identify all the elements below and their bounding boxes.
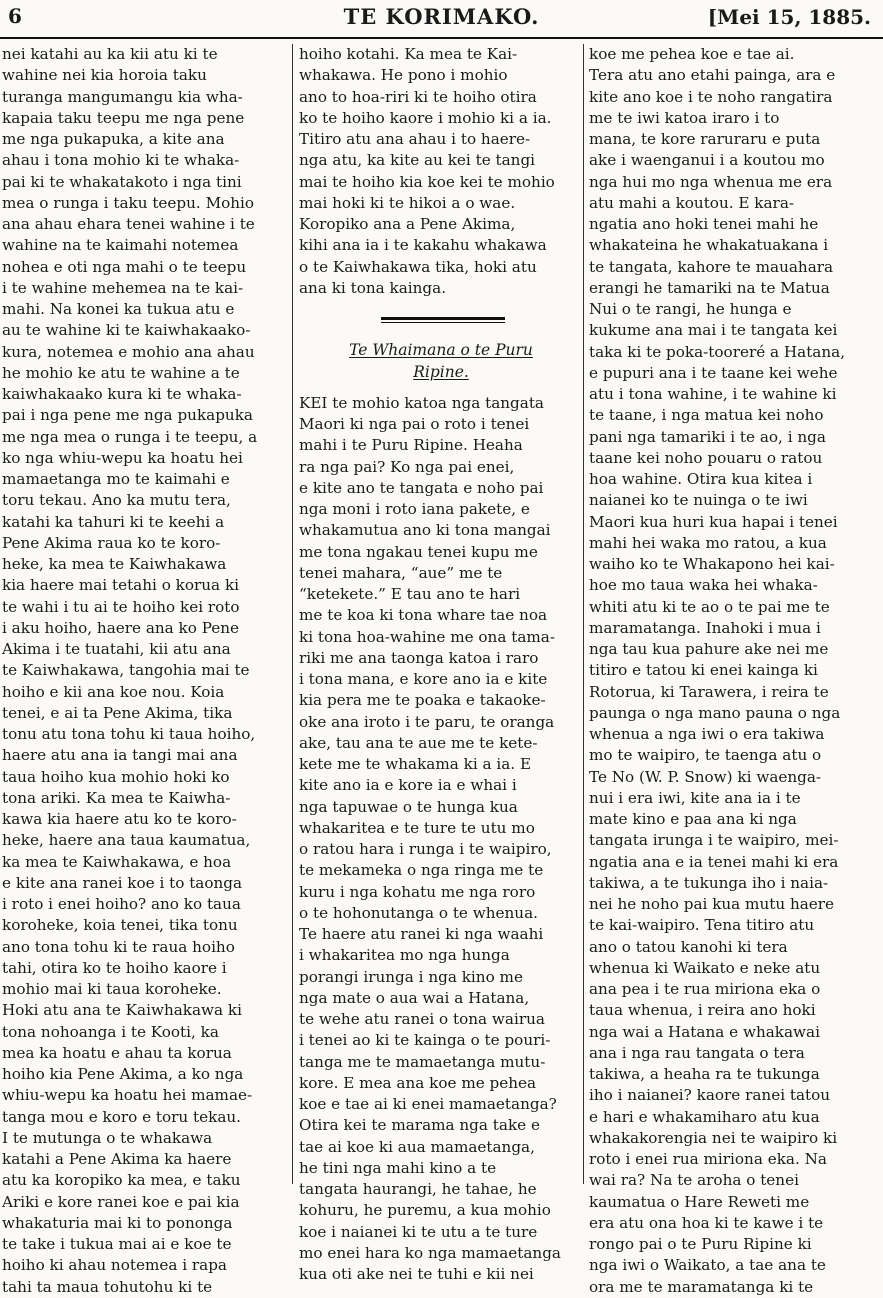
- text-line: ano o tatou kanohi ki tera: [589, 937, 788, 956]
- text-line: ko nga whiu-wepu ka hoatu hei: [2, 448, 243, 467]
- text-line: ano to hoa-riri ki te hoiho otira: [299, 87, 537, 106]
- text-line: ka mea te Kaiwhakawa, e hoa: [2, 852, 232, 871]
- text-line: i roto i enei hoiho? ano ko taua: [2, 895, 241, 913]
- text-line: e kite ana ranei koe i to taonga: [2, 873, 243, 892]
- text-line: te wehe atu ranei o tona wairua: [299, 1010, 545, 1028]
- text-line: te Kaiwhakawa, tangohia mai te: [2, 661, 250, 680]
- text-line: erangi he tamariki na te Matua: [589, 278, 830, 297]
- text-line: Maori ki nga pai o roto i tenei: [299, 415, 530, 433]
- text-line: tenei mahara, “aue” me te: [299, 563, 503, 582]
- text-line: he tini nga mahi kino a te: [299, 1158, 497, 1177]
- text-line: kuru i nga kohatu me nga roro: [299, 882, 536, 901]
- text-line: whiti atu ki te ao o te pai me te: [589, 597, 830, 616]
- text-line: kukume ana mai i te tangata kei: [589, 321, 838, 340]
- text-line: o ratou hara i runga i te waipiro,: [299, 840, 552, 858]
- text-line: Maori kua huri kua hapai i tenei: [589, 512, 838, 531]
- text-line: roto i enei rua miriona eka. Na: [589, 1150, 827, 1168]
- text-line: whakaturia mai ki to pononga: [2, 1213, 233, 1232]
- text-line: Titiro atu ana ahau i to haere-: [299, 130, 531, 148]
- text-line: ngatia ana e ia tenei mahi ki era: [589, 852, 839, 871]
- article-body: [299, 393, 583, 1286]
- text-line: ano tona tohu ki te raua hoiho: [2, 937, 235, 956]
- text-line: Otira kei te marama nga take e: [299, 1116, 540, 1135]
- text-line: nga mate o aua wai a Hatana,: [299, 988, 530, 1007]
- text-line: me nga mea o runga i te teepu, a: [2, 427, 258, 446]
- text-line: nei katahi au ka kii atu ki te: [2, 45, 218, 63]
- text-line: nei he noho pai kua mutu haere: [589, 895, 835, 913]
- text-line: i whakaritea mo nga hunga: [299, 946, 510, 965]
- text-line: nga iwi o Waikato, a tae ana te: [589, 1256, 826, 1275]
- text-line: te wahi i tu ai te hoiho kei roto: [2, 597, 240, 616]
- text-line: kohuru, he puremu, a kua mohio: [299, 1201, 551, 1220]
- text-line: oke ana iroto i te paru, te oranga: [299, 712, 555, 731]
- text-line: nga atu, ka kite au kei te tangi: [299, 151, 536, 170]
- text-line: i tona mana, e kore ano ia e kite: [299, 670, 548, 688]
- text-line: te take i tukua mai ai e koe te: [2, 1235, 232, 1253]
- column-2-continuation: [299, 44, 583, 299]
- text-line: tanga mou e koro e toru tekau.: [2, 1107, 241, 1126]
- text-line: te kai-waipiro. Tena titiro atu: [589, 916, 815, 935]
- section-title: Te Whaimana o te Puru: [349, 341, 533, 360]
- text-line: waiho ko te Whakapono hei kai-: [589, 555, 835, 573]
- text-line: I te mutunga o te whakawa: [2, 1128, 213, 1147]
- page-header: [8, 4, 875, 34]
- text-line: kura, notemea e mohio ana ahau: [2, 342, 255, 361]
- text-line: mo te waipiro, te taenga atu o: [589, 746, 822, 765]
- page-number: 6: [8, 4, 22, 28]
- text-line: ana i nga rau tangata o tera: [589, 1043, 805, 1062]
- text-line: mea ka hoatu e ahau ta korua: [2, 1043, 232, 1062]
- column-3: [589, 44, 873, 1296]
- text-line: wahine na te kaimahi notemea: [2, 236, 239, 255]
- text-line: te mekameka o nga ringa me te: [299, 861, 544, 880]
- column-2: [299, 44, 583, 1283]
- text-line: katahi ka tahuri ki te keehi a: [2, 512, 225, 531]
- text-line: mea o runga i taku teepu. Mohio: [2, 193, 255, 212]
- issue-date: [Mei 15, 1885.: [707, 5, 871, 29]
- text-line: era atu ona hoa ki te kawe i te: [589, 1213, 824, 1232]
- text-line: “ketekete.” E tau ano te hari: [299, 585, 521, 603]
- text-line: whakateina he whakatuakana i: [589, 236, 829, 255]
- text-line: te tangata, kahore te mauahara: [589, 257, 834, 276]
- text-line: whenua ki Waikato e neke atu: [589, 958, 821, 977]
- text-line: tonu atu tona tohu ki taua hoiho,: [2, 725, 256, 743]
- text-line: tanga me te mamaetanga mutu-: [299, 1052, 546, 1071]
- text-line: o te Kaiwhakawa tika, hoki atu: [299, 257, 537, 276]
- text-line: hoa wahine. Otira kua kitea i: [589, 470, 813, 488]
- text-line: wai ra? Na te aroha o tenei: [589, 1171, 799, 1190]
- text-line: taka ki te poka-tooreré a Hatana,: [589, 342, 846, 361]
- text-line: Koropiko ana a Pene Akima,: [299, 215, 516, 233]
- text-line: mo enei hara ko nga mamaetanga: [299, 1243, 561, 1262]
- text-line: mohio mai ki taua koroheke.: [2, 980, 222, 998]
- text-line: kihi ana ia i te kakahu whakawa: [299, 236, 547, 255]
- text-line: ake i waenganui i a koutou mo: [589, 151, 825, 170]
- text-line: me tona ngakau tenei kupu me: [299, 542, 538, 561]
- text-line: takiwa, a te tukunga iho i naia-: [589, 873, 829, 892]
- text-line: kite ano koe i te noho rangatira: [589, 87, 833, 106]
- text-line: whakakorengia nei te waipiro ki: [589, 1128, 838, 1147]
- text-line: paunga o nga mano pauna o nga: [589, 703, 841, 722]
- text-line: ko te hoiho kaore i mohio ki a ia.: [299, 108, 552, 127]
- text-line: pai ki te whakatakoto i nga tini: [2, 172, 242, 191]
- text-line: Hoki atu ana te Kaiwhakawa ki: [2, 1001, 242, 1020]
- text-line: toru tekau. Ano ka mutu tera,: [2, 491, 231, 510]
- text-line: ake, tau ana te aue me te kete-: [299, 733, 538, 752]
- text-line: atu mahi a koutou. E kara-: [589, 193, 795, 212]
- text-line: rongo pai o te Puru Ripine ki: [589, 1235, 812, 1253]
- text-line: mamaetanga mo te kaimahi e: [2, 470, 230, 488]
- text-line: Rotorua, ki Tarawera, i reira te: [589, 682, 829, 701]
- text-line: nga tapuwae o te hunga kua: [299, 797, 518, 816]
- text-line: atu ka koropiko ka mea, e taku: [2, 1171, 241, 1190]
- section-title-cont: Ripine.: [413, 362, 469, 381]
- text-line: turanga mangumangu kia wha-: [2, 87, 243, 106]
- text-line: hoiho kotahi. Ka mea te Kai-: [299, 45, 518, 63]
- text-line: kawa kia haere atu ko te koro-: [2, 810, 237, 828]
- text-line: hoiho e kii ana koe nou. Koia: [2, 682, 225, 701]
- text-line: hoe mo taua waka hei whaka-: [589, 576, 818, 595]
- text-line: kaumatua o Hare Reweti me: [589, 1192, 810, 1211]
- text-line: Ariki e kore ranei koe e pai kia: [2, 1192, 240, 1211]
- text-line: koe i naianei ki te utu a te ture: [299, 1222, 538, 1241]
- text-line: ana ki tona kainga.: [299, 278, 447, 297]
- text-line: kapaia taku teepu me nga pene: [2, 108, 245, 127]
- text-line: kia haere mai tetahi o korua ki: [2, 576, 240, 595]
- text-line: ra nga pai? Ko nga pai enei,: [299, 457, 515, 476]
- text-line: Akima i te tuatahi, kii atu ana: [2, 640, 231, 658]
- text-line: ana ahau ehara tenei wahine i te: [2, 215, 255, 233]
- text-line: Pene Akima raua ko te koro-: [2, 533, 221, 552]
- text-line: ki tona hoa-wahine me ona tama-: [299, 627, 555, 646]
- text-line: hoiho kia Pene Akima, a ko nga: [2, 1065, 244, 1083]
- text-line: tona nohoanga i te Kooti, ka: [2, 1022, 219, 1041]
- text-line: pai i nga pene me nga pukapuka: [2, 406, 253, 425]
- text-line: i te wahine mehemea na te kai-: [2, 278, 244, 297]
- text-line: heke, haere ana taua kaumatua,: [2, 831, 251, 850]
- text-line: taua hoiho kua mohio hoki ko: [2, 767, 230, 786]
- text-line: heke, ka mea te Kaiwhakawa: [2, 555, 227, 573]
- text-line: ahau i tona mohio ki te whaka-: [2, 151, 240, 170]
- text-line: mahi i te Puru Ripine. Heaha: [299, 436, 523, 455]
- text-line: whenua a nga iwi o era takiwa: [589, 725, 825, 743]
- text-line: te taane, i nga matua kei noho: [589, 406, 824, 425]
- text-line: mai te hoiho kia koe kei te mohio: [299, 172, 555, 191]
- text-line: wahine nei kia horoia taku: [2, 66, 207, 85]
- text-line: kaiwhakaako kura ki te whaka-: [2, 385, 242, 403]
- text-line: e kite ano te tangata e noho pai: [299, 478, 544, 497]
- text-line: me te koa ki tona whare tae noa: [299, 606, 548, 625]
- text-line: atu i tona wahine, i te wahine ki: [589, 385, 837, 403]
- text-line: o te hohonutanga o te whenua.: [299, 903, 538, 922]
- text-line: maramatanga. Inahoki i mua i: [589, 618, 821, 637]
- text-line: mahi hei waka mo ratou, a kua: [589, 533, 827, 552]
- text-line: kia pera me te poaka e takaoke-: [299, 691, 546, 710]
- text-line: tangata haurangi, he tahae, he: [299, 1180, 537, 1198]
- text-line: nui i era iwi, kite ana ia i te: [589, 788, 801, 807]
- text-line: tenei, e ai ta Pene Akima, tika: [2, 703, 233, 722]
- text-line: i tenei ao ki te kainga o te pouri-: [299, 1031, 551, 1050]
- header-rule: [0, 37, 883, 39]
- text-line: whakawa. He pono i mohio: [299, 66, 508, 85]
- text-line: whiu-wepu ka hoatu hei mamae-: [2, 1086, 253, 1105]
- text-line: whakaritea e te ture te utu mo: [299, 818, 535, 837]
- text-line: KEI te mohio katoa nga tangata: [299, 393, 544, 412]
- text-line: koe e tae ai ki enei mamaetanga?: [299, 1095, 557, 1113]
- text-line: haere atu ana ia tangi mai ana: [2, 746, 238, 765]
- text-line: tona ariki. Ka mea te Kaiwha-: [2, 788, 231, 807]
- text-line: koe me pehea koe e tae ai.: [589, 45, 795, 63]
- text-line: tahi, otira ko te hoiho kaore i: [2, 958, 227, 977]
- text-line: nga tau kua pahure ake nei me: [589, 640, 829, 658]
- text-line: tahi ta maua tohutohu ki te: [2, 1277, 213, 1296]
- text-line: ana pea i te rua miriona eka o: [589, 980, 821, 998]
- text-line: kete me te whakama ki a ia. E: [299, 755, 532, 773]
- text-line: hoiho ki ahau notemea i rapa: [2, 1256, 227, 1275]
- text-line: au te wahine ki te kaiwhakaako-: [2, 321, 251, 340]
- text-line: kite ano ia e kore ia e whai i: [299, 776, 517, 795]
- text-line: nohea e oti nga mahi o te teepu: [2, 257, 247, 276]
- text-line: nga hui mo nga whenua me era: [589, 172, 833, 191]
- text-line: taane kei noho pouaru o ratou: [589, 448, 823, 467]
- text-line: tangata irunga i te waipiro, mei-: [589, 831, 839, 850]
- text-line: Tera atu ano etahi painga, ara e: [589, 66, 836, 85]
- column-1: [2, 44, 286, 1296]
- text-line: me te iwi katoa iraro i to: [589, 108, 780, 127]
- text-line: Te haere atu ranei ki nga waahi: [299, 925, 544, 943]
- text-line: e pupuri ana i te taane kei wehe: [589, 363, 838, 382]
- text-line: iho i naianei? kaore ranei tatou: [589, 1086, 831, 1105]
- text-line: titiro e tatou ki enei kainga ki: [589, 661, 818, 680]
- column-divider: [292, 44, 293, 1184]
- text-line: taua whenua, i reira ano hoki: [589, 1001, 816, 1020]
- text-line: mate kino e paa ana ki nga: [589, 810, 797, 828]
- text-line: koroheke, koia tenei, tika tonu: [2, 916, 238, 935]
- text-line: mai hoki ki te hikoi a o wae.: [299, 193, 516, 212]
- text-line: ngatia ano hoki tenei mahi he: [589, 215, 819, 233]
- text-line: pani nga tamariki i te ao, i nga: [589, 427, 826, 446]
- section-divider: [299, 309, 583, 330]
- text-line: riki me ana taonga katoa i raro: [299, 648, 539, 667]
- text-line: ora me te maramatanga ki te: [589, 1277, 814, 1296]
- column-divider: [583, 44, 584, 1184]
- text-line: he mohio ke atu te wahine a te: [2, 363, 240, 382]
- text-line: e hari e whakamiharo atu kua: [589, 1107, 820, 1126]
- text-line: Nui o te rangi, he hunga e: [589, 300, 792, 318]
- text-line: nga moni i roto iana pakete, e: [299, 500, 530, 518]
- text-line: mahi. Na konei ka tukua atu e: [2, 300, 235, 318]
- text-line: tae ai koe ki aua mamaetanga,: [299, 1137, 535, 1156]
- text-line: katahi a Pene Akima ka haere: [2, 1150, 232, 1168]
- newspaper-title: TE KORIMAKO.: [343, 4, 540, 29]
- text-line: takiwa, a heaha ra te tukunga: [589, 1065, 820, 1083]
- text-line: porangi irunga i nga kino me: [299, 967, 523, 986]
- text-line: Te No (W. P. Snow) ki waenga-: [589, 767, 822, 786]
- text-line: i aku hoiho, haere ana ko Pene: [2, 618, 240, 637]
- text-line: mana, te kore raruraru e puta: [589, 130, 821, 148]
- text-line: me nga pukapuka, a kite ana: [2, 130, 225, 148]
- text-line: kore. E mea ana koe me pehea: [299, 1073, 537, 1092]
- text-line: whakamutua ano ki tona mangai: [299, 521, 551, 540]
- text-line: kua oti ake nei te tuhi e kii nei: [299, 1265, 534, 1283]
- text-line: naianei ko te nuinga o te iwi: [589, 491, 808, 510]
- text-line: nga wai a Hatana e whakawai: [589, 1022, 820, 1041]
